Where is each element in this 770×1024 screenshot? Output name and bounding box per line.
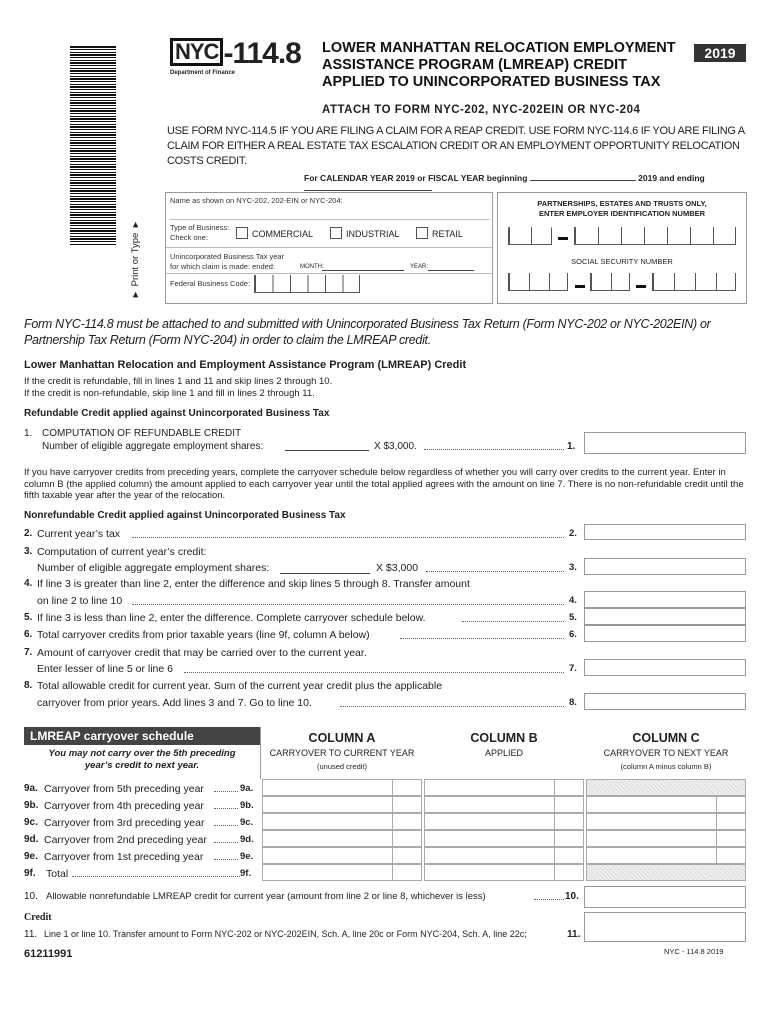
fiscal-begin-field[interactable] — [530, 180, 636, 181]
schedule-row-label: Carryover from 2nd preceding year — [44, 834, 207, 846]
line-amount-field[interactable] — [584, 608, 746, 625]
commercial-checkbox[interactable] — [236, 227, 248, 239]
ssn-dash-2 — [636, 285, 646, 288]
line-text: If line 3 is greater than line 2, enter the difference and skip lines 5 through 8. Transfer amount — [37, 578, 470, 590]
schedule-row-label: Carryover from 4th preceding year — [44, 800, 204, 812]
barcode — [70, 46, 116, 246]
refundable-heading: Refundable Credit applied against Unincorporated Business Tax — [24, 408, 330, 419]
line11-text: Line 1 or line 10. Transfer amount to Form NYC-202 or NYC-202EIN, Sch. A, line 20c or Form NYC-204, Sch. A, line 22c; — [44, 929, 527, 939]
ein-suffix-field[interactable] — [574, 227, 736, 245]
line10-ref: 10. — [565, 891, 579, 902]
line-amount-field[interactable] — [584, 659, 746, 676]
month-field[interactable] — [322, 263, 404, 271]
schedule-row-label: Carryover from 1st preceding year — [44, 851, 204, 863]
column-c-cell[interactable] — [586, 796, 746, 813]
column-c-cell — [586, 864, 746, 881]
partnerships-label-1: PARTNERSHIPS, ESTATES AND TRUSTS ONLY, — [537, 199, 707, 208]
line-text: carryover from prior years. Add lines 3 and 7. Go to line 10. — [37, 697, 312, 709]
line-ref: 4. — [569, 595, 577, 606]
instruction-refundable: If the credit is refundable, fill in lines 1 and 11 and skip lines 2 through 10. — [24, 376, 333, 387]
tax-year-badge: 2019 — [694, 44, 746, 62]
fed-code-field[interactable] — [254, 275, 360, 293]
column-c-cell[interactable] — [586, 847, 746, 864]
calendar-prefix: For CALENDAR YEAR 2019 or FISCAL YEAR beginning — [304, 173, 528, 183]
line-ref: 8. — [569, 697, 577, 708]
column-b-cell[interactable] — [424, 813, 584, 830]
name-label: Name as shown on NYC-202, 202-EIN or NYC-204: — [170, 196, 343, 205]
line-text: Computation of current year’s credit: — [37, 546, 207, 558]
line1-multiplier: X $3,000. — [374, 441, 417, 452]
line-number: 4. — [24, 578, 33, 589]
nonrefundable-heading: Nonrefundable Credit applied against Unincorporated Business Tax — [24, 510, 346, 521]
ein-ssn-box — [497, 192, 747, 304]
line-number: 7. — [24, 647, 33, 658]
line1-amount-field[interactable] — [584, 432, 746, 454]
line3-shares-field[interactable] — [280, 573, 370, 574]
ssn-part3-field[interactable] — [652, 273, 736, 291]
line-ref: 3. — [569, 562, 577, 573]
schedule-row-ref: 9e. — [240, 851, 254, 862]
line10-number: 10. — [24, 891, 38, 902]
column-a-note: (unused credit) — [316, 762, 368, 771]
line1-shares-field[interactable] — [285, 450, 369, 451]
line10-amount-field[interactable] — [584, 886, 746, 908]
schedule-row-number: 9e. — [24, 851, 38, 862]
ssn-part1-field[interactable] — [508, 273, 568, 291]
fiscal-end-field[interactable] — [304, 190, 432, 191]
column-a-header: COLUMN A — [308, 731, 376, 745]
column-a-cell[interactable] — [262, 813, 422, 830]
line-text: Enter lesser of line 5 or line 6 — [37, 663, 173, 675]
column-b-cell[interactable] — [424, 796, 584, 813]
line-amount-field[interactable] — [584, 591, 746, 608]
calendar-mid: 2019 and ending — [638, 173, 705, 183]
section-heading: Lower Manhattan Relocation and Employment Assistance Program (LMREAP) Credit — [24, 359, 467, 371]
instruction-nonrefundable: If the credit is non-refundable, skip line 1 and fill in lines 2 through 11. — [24, 388, 315, 399]
partnerships-label-2: ENTER EMPLOYER IDENTIFICATION NUMBER — [538, 209, 706, 218]
line-amount-field[interactable] — [584, 693, 746, 710]
attach-instruction: ATTACH TO FORM NYC-202, NYC-202EIN OR NYC-204 — [322, 104, 641, 116]
ssn-part2-field[interactable] — [590, 273, 630, 291]
form-title: LOWER MANHATTAN RELOCATION EMPLOYMENT ASSISTANCE PROGRAM (LMREAP) CREDIT APPLIED TO UNINCORPORATED BUSINESS TAX — [322, 40, 676, 90]
schedule-row-label: Total — [46, 868, 69, 880]
line-text: Amount of carryover credit that may be carried over to the current year. — [37, 647, 367, 659]
line-ref: 7. — [569, 663, 577, 674]
line-text: Total carryover credits from prior taxable years (line 9f, column A below) — [37, 629, 370, 641]
column-b-subheader: APPLIED — [484, 748, 524, 758]
schedule-row-number: 9f. — [24, 868, 36, 879]
form-logo — [170, 38, 301, 69]
column-c-cell[interactable] — [586, 830, 746, 847]
line-text: on line 2 to line 10 — [37, 595, 123, 607]
line-ref: 5. — [569, 612, 577, 623]
schedule-row-number: 9d. — [24, 834, 39, 845]
column-a-cell[interactable] — [262, 847, 422, 864]
column-c-note: (column A minus column B) — [620, 762, 712, 771]
industrial-label: INDUSTRIAL — [346, 229, 400, 239]
line1-title: COMPUTATION OF REFUNDABLE CREDIT — [42, 428, 242, 439]
attachment-notice: Form NYC-114.8 must be attached to and submitted with Unincorporated Business Tax Return (Form NYC-202 or NYC-202EIN) or Partnership Tax Return (Form NYC-204) in order to claim the LMREAP credit. — [24, 317, 711, 347]
print-or-type-label: ▼ Print or Type ▼ — [130, 219, 141, 300]
year-label: YEAR: — [410, 264, 429, 270]
calendar-year-line — [304, 173, 770, 193]
type-label-2: Check one: — [170, 233, 208, 242]
ssn-label: SOCIAL SECURITY NUMBER — [571, 257, 673, 266]
ubt-year-label-2: for which claim is made: ended: — [170, 262, 276, 271]
column-c-cell[interactable] — [586, 813, 746, 830]
line3-multiplier: X $3,000 — [376, 562, 419, 574]
line11-number: 11. — [24, 929, 38, 940]
commercial-label: COMMERCIAL — [252, 229, 314, 239]
column-b-cell[interactable] — [424, 830, 584, 847]
line1-number: 1. — [24, 428, 33, 439]
month-label: MONTH: — [300, 264, 324, 270]
line-text: Current year’s tax — [37, 528, 121, 540]
ein-prefix-field[interactable] — [508, 227, 552, 245]
line-number: 3. — [24, 546, 33, 557]
line-number: 2. — [24, 528, 33, 539]
schedule-row-ref: 9b. — [240, 800, 254, 811]
column-c-subheader: CARRYOVER TO NEXT YEAR — [603, 748, 729, 758]
column-b-cell[interactable] — [424, 864, 584, 881]
schedule-note: You may not carry over the 5th preceding year’s credit to next year. — [48, 748, 236, 771]
column-a-cell[interactable] — [262, 796, 422, 813]
schedule-row-label: Carryover from 5th preceding year — [44, 783, 204, 795]
line-number: 6. — [24, 629, 33, 640]
line-amount-field[interactable] — [584, 524, 746, 540]
column-a-cell[interactable] — [262, 864, 422, 881]
line-number: 8. — [24, 680, 33, 691]
schedule-row-ref: 9c. — [240, 817, 254, 828]
retail-checkbox[interactable] — [416, 227, 428, 239]
nyc-logo: NYC — [170, 38, 223, 66]
column-b-header: COLUMN B — [470, 731, 538, 745]
schedule-row-number: 9a. — [24, 783, 38, 794]
schedule-row-ref: 9d. — [240, 834, 254, 845]
column-b-cell[interactable] — [424, 847, 584, 864]
year-field[interactable] — [428, 263, 474, 271]
column-a-cell[interactable] — [262, 779, 422, 796]
retail-label: RETAIL — [432, 229, 463, 239]
schedule-row-number: 9b. — [24, 800, 39, 811]
form-number: -114.8 — [223, 37, 301, 70]
column-c-header: COLUMN C — [632, 731, 700, 745]
schedule-row-ref: 9f. — [240, 868, 252, 879]
footer-form-id: NYC - 114.8 2019 — [664, 947, 724, 956]
department-name: Department of Finance — [170, 70, 236, 76]
line-ref: 6. — [569, 629, 577, 640]
line10-text: Allowable nonrefundable LMREAP credit for current year (amount from line 2 or line 8, whichever is less) — [46, 891, 486, 902]
type-label-1: Type of Business: — [170, 223, 230, 232]
line11-ref: 11. — [567, 929, 581, 940]
credit-label: Credit — [24, 912, 52, 923]
column-c-cell — [586, 779, 746, 796]
name-field[interactable] — [170, 219, 490, 220]
line-text: If line 3 is less than line 2, enter the difference. Complete carryover schedule below. — [37, 612, 426, 624]
line1-ref: 1. — [567, 441, 576, 452]
line-amount-field[interactable] — [584, 558, 746, 575]
line-amount-field[interactable] — [584, 625, 746, 642]
column-a-cell[interactable] — [262, 830, 422, 847]
line1-label: Number of eligible aggregate employment shares: — [42, 441, 264, 452]
ubt-year-label-1: Unincorporated Business Tax year — [170, 252, 285, 261]
ssn-dash-1 — [575, 285, 585, 288]
schedule-row-label: Carryover from 3rd preceding year — [44, 817, 205, 829]
taxpayer-id-box — [165, 192, 493, 304]
column-b-cell[interactable] — [424, 779, 584, 796]
schedule-row-ref: 9a. — [240, 783, 254, 794]
line-text: Total allowable credit for current year. Sum of the current year credit plus the applicable — [37, 680, 443, 692]
schedule-heading: LMREAP carryover schedule — [24, 727, 260, 745]
line-ref: 2. — [569, 528, 577, 539]
line-text: Number of eligible aggregate employment shares: — [37, 562, 270, 574]
use-form-instruction: USE FORM NYC-114.5 IF YOU ARE FILING A CLAIM FOR A REAP CREDIT. USE FORM NYC-114.6 IF YOU ARE FILING A CLAIM FOR EITHER A REAL ESTATE TAX ESCALATION CREDIT OR AN EMPLOYMENT OPPORTUNITY RELOCATION COSTS CREDIT. — [167, 125, 745, 167]
ein-dash — [558, 237, 568, 240]
industrial-checkbox[interactable] — [330, 227, 342, 239]
form-code: 61211991 — [24, 948, 73, 960]
line-number: 5. — [24, 612, 33, 623]
fed-code-label: Federal Business Code: — [170, 279, 251, 288]
line11-amount-field[interactable] — [584, 912, 746, 942]
schedule-row-number: 9c. — [24, 817, 38, 828]
column-a-subheader: CARRYOVER TO CURRENT YEAR — [269, 748, 415, 758]
carryover-instructions: If you have carryover credits from preceding years, complete the carryover schedule below regardless of whether you will carry over credits to the current year. Enter in column B (the applied column) the amount applied to each carryover year until the total applied agrees with the amount on line 7. There is no non-refundable credit until the fifth taxable year after the year of the relocation. — [24, 467, 744, 501]
